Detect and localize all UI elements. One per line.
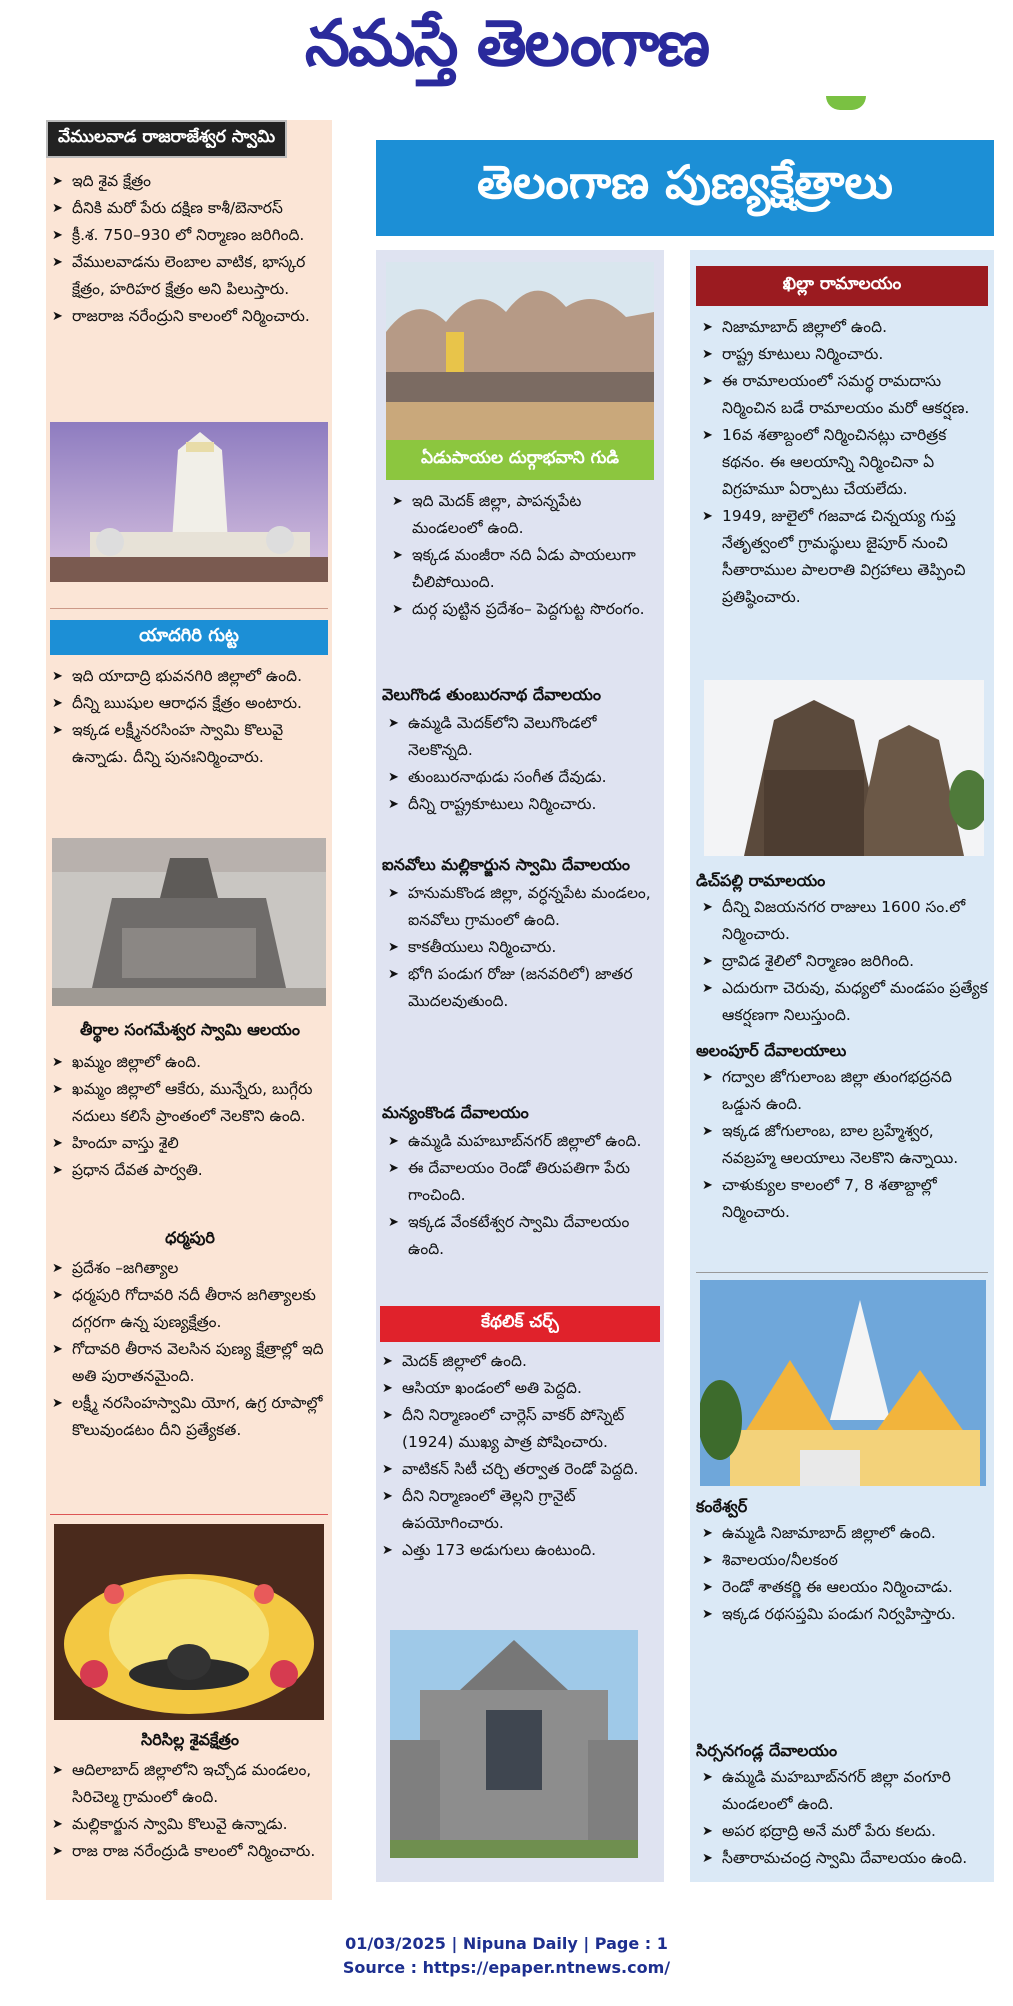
section-dichpally: [696, 870, 988, 1029]
bullet-list: [696, 306, 988, 611]
bullet-list: [382, 706, 660, 818]
middle-column: [376, 250, 664, 1882]
section-title: ఏడుపాయల దుర్గాభవాని గుడి: [386, 440, 654, 480]
list-item: ➤ లక్ష్మీ నరసింహస్వామి యోగ, ఉగ్ర రూపాల్లో కొలువుండటం దీని ప్రత్యేకత.: [50, 1390, 328, 1444]
bullet-list: [50, 1251, 330, 1444]
page-footer: [0, 1932, 1013, 1980]
list-item: ➤ రాజ రాజ నరేంద్రుడి కాలంలో నిర్మించారు.: [50, 1838, 328, 1865]
list-item: ➤ మల్లికార్జున స్వామి కొలువై ఉన్నాడు.: [50, 1811, 328, 1838]
section-sirsanagandla: [696, 1740, 988, 1872]
list-item: ➤ మెదక్ జిల్లాలో ఉంది.: [380, 1348, 662, 1375]
list-item: ➤ చాళుక్యుల కాలంలో 7, 8 శతాబ్దాల్లో నిర్మించారు.: [700, 1172, 988, 1226]
bullet-list: [696, 1062, 988, 1226]
list-item: ➤ ఇది యాదాద్రి భువనగిరి జిల్లాలో ఉంది.: [50, 663, 324, 690]
section-title: సిరిసిల్ల శైవక్షేత్రం: [141, 1730, 239, 1749]
section-title: యాదగిరి గుట్ట: [50, 620, 328, 655]
list-item: ➤ గోదావరి తీరాన వెలసిన పుణ్య క్షేత్రాల్లో ఇది అతి పురాతనమైంది.: [50, 1336, 328, 1390]
section-khilla: [696, 266, 988, 611]
section-title: తీర్థాల సంగమేశ్వర స్వామి ఆలయం: [80, 1020, 300, 1039]
bullet-list: [696, 892, 988, 1029]
list-item: ➤ వాటికన్ సిటీ చర్చి తర్వాత రెండో పెద్దది.: [380, 1456, 662, 1483]
list-item: ➤ వేములవాడను లెంబాల వాటిక, భాస్కర క్షేత్రం, హరిహర క్షేత్రం అని పిలుస్తారు.: [50, 249, 326, 303]
list-item: ➤ ఉమ్మడి మహబూబ్‌నగర్ జిల్లాలో ఉంది.: [386, 1128, 658, 1155]
section-title: వేములవాడ రాజరాజేశ్వర స్వామి: [46, 120, 287, 158]
section-teerthala: [50, 1020, 330, 1184]
divider: [50, 1514, 328, 1515]
decorative-dot: [826, 96, 866, 110]
section-title: కేథలిక్ చర్చ్: [380, 1306, 660, 1342]
list-item: ➤ ప్రధాన దేవత పార్వతి.: [50, 1157, 328, 1184]
list-item: ➤ ఎత్తు 173 అడుగులు ఉంటుంది.: [380, 1537, 662, 1564]
list-item: ➤ ద్రావిడ శైలిలో నిర్మాణం జరిగింది.: [700, 948, 988, 975]
list-item: ➤ శివాలయం/నీలకంఠ: [700, 1547, 988, 1574]
section-title: అలంపూర్ దేవాలయాలు: [696, 1041, 847, 1060]
left-column: [46, 120, 332, 1900]
list-item: ➤ ఎదురుగా చెరువు, మధ్యలో మండపం ప్రత్యేక ఆకర్షణగా నిలుస్తుంది.: [700, 975, 988, 1029]
dichpally-temple-photo: [704, 680, 984, 856]
section-title: మన్యంకొండ దేవాలయం: [382, 1103, 529, 1122]
list-item: ➤ ఇక్కడ వేంకటేశ్వర స్వామి దేవాలయం ఉంది.: [386, 1209, 658, 1263]
list-item: ➤ ఇక్కడ జోగులాంబ, బాల బ్రహ్మేశ్వర, నవబ్రహ్మ ఆలయాలు నెలకొని ఉన్నాయి.: [700, 1118, 988, 1172]
list-item: ➤ దీన్ని ఋషుల ఆరాధన క్షేత్రం అంటారు.: [50, 690, 324, 717]
list-item: ➤ ఇది మెదక్ జిల్లా, పాపన్నపేట మండలంలో ఉంది.: [390, 488, 652, 542]
newspaper-logo: నమస్తే తెలంగాణ: [304, 6, 709, 81]
section-inavolu: [382, 854, 660, 1015]
medak-church-photo: [390, 1630, 638, 1858]
list-item: ➤ 1949, జులైలో గజవాడ చిన్నయ్య గుప్త నేతృత్వంలో గ్రామస్థులు జైపూర్ నుంచి సీతారాముల పాలరాతి విగ్రహాలు తెప్పించి ప్రతిష్ఠించారు.: [700, 503, 988, 611]
bullet-list: [696, 1518, 988, 1628]
list-item: ➤ కాకతీయులు నిర్మించారు.: [386, 934, 658, 961]
section-title: ఐనవోలు మల్లికార్జున స్వామి దేవాలయం: [382, 855, 631, 874]
list-item: ➤ దీని నిర్మాణంలో తెల్లని గ్రానైట్ ఉపయోగించారు.: [380, 1483, 662, 1537]
section-sirisilla: [50, 1730, 330, 1865]
section-manyamkonda: [382, 1102, 660, 1263]
section-title: డిచ్‌పల్లి రామాలయం: [696, 871, 826, 890]
list-item: ➤ ఉమ్మడి మెదక్‌లోని వెలుగొండలో నెలకొన్నది.: [386, 710, 658, 764]
section-yadagiri: [50, 620, 328, 771]
section-vemulavada: [46, 120, 332, 330]
section-title: ఖిల్లా రామాలయం: [696, 266, 988, 306]
section-title: సిర్సనగండ్ల దేవాలయం: [696, 1741, 838, 1760]
section-church: [376, 1306, 664, 1564]
page-banner: [376, 140, 994, 236]
list-item: ➤ దీనికి మరో పేరు దక్షిణ కాశీ/బెనారస్: [50, 195, 326, 222]
list-item: ➤ ఇది శైవ క్షేత్రం: [50, 168, 326, 195]
list-item: ➤ ధర్మపురి గోదావరి నదీ తీరాన జగిత్యాలకు దగ్గరగా ఉన్న పుణ్యక్షేత్రం.: [50, 1282, 328, 1336]
section-title: కంఠేశ్వర్: [696, 1497, 748, 1516]
list-item: ➤ దీని నిర్మాణంలో చార్లెస్ వాకర్ పోస్నెట్ (1924) ముఖ్య పాత్ర పోషించారు.: [380, 1402, 662, 1456]
bullet-list: [46, 158, 332, 330]
vemulavada-temple-photo: [50, 422, 328, 582]
bullet-list: [382, 1124, 660, 1263]
bullet-list: [50, 655, 328, 771]
footer-source-line: Source : https://epaper.ntnews.com/: [342, 1958, 671, 1977]
list-item: ➤ క్రీ.శ. 750–930 లో నిర్మాణం జరిగింది.: [50, 222, 326, 249]
list-item: ➤ ఇక్కడ మంజీరా నది ఏడు పాయలుగా చీలిపోయింది.: [390, 542, 652, 596]
list-item: ➤ సీతారామచంద్ర స్వామి దేవాలయం ఉంది.: [700, 1845, 988, 1872]
bullet-list: [50, 1043, 330, 1184]
bullet-list: [376, 1342, 664, 1564]
footer-date-line: 01/03/2025 | Nipuna Daily | Page : 1: [345, 1934, 668, 1953]
list-item: ➤ ఉమ్మడి మహబూబ్‌నగర్ జిల్లా వంగూరి మండలంలో ఉంది.: [700, 1764, 988, 1818]
list-item: ➤ రాజరాజ నరేంద్రుని కాలంలో నిర్మించారు.: [50, 303, 326, 330]
list-item: ➤ ప్రదేశం –జగిత్యాల: [50, 1255, 328, 1282]
list-item: ➤ ఖమ్మం జిల్లాలో ఆకేరు, మున్నేరు, బుగ్గేరు నదులు కలిసే ప్రాంతంలో నెలకొని ఉంది.: [50, 1076, 328, 1130]
yadagiri-temple-photo: [52, 838, 326, 1006]
list-item: ➤ ఆదిలాబాద్ జిల్లాలోని ఇచ్చోడ మండలం, సిరిచెల్మ గ్రామంలో ఉంది.: [50, 1757, 328, 1811]
list-item: ➤ ఇక్కడ రథసప్తమి పండుగ నిర్వహిస్తారు.: [700, 1601, 988, 1628]
section-dharmapuri: [50, 1228, 330, 1444]
section-title: వెలుగొండ తుంబురనాథ దేవాలయం: [382, 685, 601, 704]
bullet-list: [386, 480, 654, 623]
list-item: ➤ ఆసియా ఖండంలో అతి పెద్దది.: [380, 1375, 662, 1402]
list-item: ➤ తుంబురనాథుడు సంగీత దేవుడు.: [386, 764, 658, 791]
bullet-list: [696, 1762, 988, 1872]
sirisilla-shivalinga-photo: [54, 1524, 324, 1720]
list-item: ➤ ఈ రామాలయంలో సమర్థ రామదాసు నిర్మించిన బడే రామాలయం మరో ఆకర్షణ.: [700, 368, 988, 422]
list-item: ➤ ఉమ్మడి నిజామాబాద్ జిల్లాలో ఉంది.: [700, 1520, 988, 1547]
list-item: ➤ దుర్గ పుట్టిన ప్రదేశం– పెద్దగుట్ట సొరంగం.: [390, 596, 652, 623]
list-item: ➤ రాష్ట్ర కూటులు నిర్మించారు.: [700, 341, 988, 368]
divider: [50, 608, 328, 609]
list-item: ➤ భోగి పండుగ రోజు (జనవరిలో) జాతర మొదలవుతుంది.: [386, 961, 658, 1015]
section-velugonda: [382, 684, 660, 818]
list-item: ➤ ఇక్కడ లక్ష్మీనరసింహ స్వామి కొలువై ఉన్నాడు. దీన్ని పునఃనిర్మించారు.: [50, 717, 324, 771]
list-item: ➤ ఈ దేవాలయం రెండో తిరుపతిగా పేరు గాంచింది.: [386, 1155, 658, 1209]
bullet-list: [50, 1753, 330, 1865]
section-edupayala: [386, 440, 654, 623]
list-item: ➤ హిందూ వాస్తు శైలి: [50, 1130, 328, 1157]
edupayala-temple-photo: [386, 262, 654, 440]
list-item: ➤ ఖమ్మం జిల్లాలో ఉంది.: [50, 1049, 328, 1076]
banner-title: తెలంగాణ పుణ్యక్షేత్రాలు: [477, 155, 893, 209]
kanteshwar-temple-photo: [700, 1280, 986, 1486]
list-item: ➤ దీన్ని విజయనగర రాజులు 1600 సం.లో నిర్మించారు.: [700, 894, 988, 948]
section-title: ధర్మపురి: [165, 1228, 215, 1247]
list-item: ➤ రెండో శాతకర్ణి ఈ ఆలయం నిర్మించాడు.: [700, 1574, 988, 1601]
list-item: ➤ హనుమకొండ జిల్లా, వర్ధన్నపేట మండలం, ఐనవోలు గ్రామంలో ఉంది.: [386, 880, 658, 934]
list-item: ➤ అపర భద్రాద్రి అనే మరో పేరు కలదు.: [700, 1818, 988, 1845]
list-item: ➤ నిజామాబాద్ జిల్లాలో ఉంది.: [700, 314, 988, 341]
list-item: ➤ దీన్ని రాష్ట్రకూటులు నిర్మించారు.: [386, 791, 658, 818]
divider: [696, 1272, 988, 1273]
list-item: ➤ గద్వాల జోగులాంబ జిల్లా తుంగభద్రనది ఒడ్డున ఉంది.: [700, 1064, 988, 1118]
right-column: [690, 250, 994, 1882]
list-item: ➤ 16వ శతాబ్దంలో నిర్మించినట్లు చారిత్రక కథనం. ఈ ఆలయాన్ని నిర్మించినా ఏ విగ్రహమూ ఏర్పాటు చేయలేదు.: [700, 422, 988, 503]
bullet-list: [382, 876, 660, 1015]
section-kanteshwar: [696, 1496, 988, 1628]
masthead: [0, 4, 1013, 84]
section-alampur: [696, 1040, 988, 1226]
